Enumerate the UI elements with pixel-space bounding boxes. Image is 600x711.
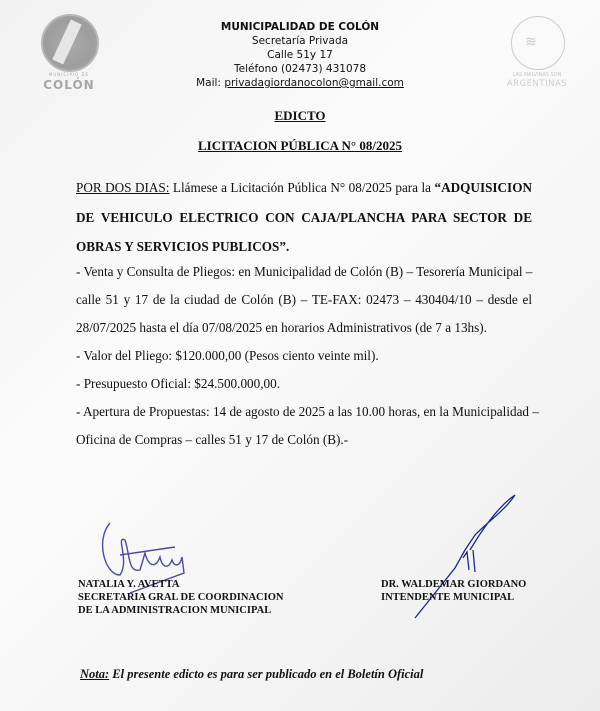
- mail-link[interactable]: privadagiordanocolon@gmail.com: [224, 77, 404, 89]
- venta-line-2: calle 51 y 17 de la ciudad de Colón (B) – TE-FAX: 02473 – 430404/10 – desde el: [76, 292, 532, 307]
- nota-text: El presente edicto es para ser publicado en el Boletín Oficial: [109, 667, 424, 681]
- apertura-line-2: Oficina de Compras – calles 51 y 17 de Colón (B).-: [76, 432, 349, 447]
- signer-left-role-2: DE LA ADMINISTRACION MUNICIPAL: [78, 605, 272, 616]
- presupuesto-oficial: - Presupuesto Oficial: $24.500.000,00.: [76, 376, 281, 391]
- islands-icon: ≋: [525, 34, 537, 50]
- intro-line-3: OBRAS Y SERVICIOS PUBLICOS”.: [76, 239, 290, 254]
- intro-lead: POR DOS DIAS:: [76, 180, 170, 195]
- intro-line-2: DE VEHICULO ELECTRICO CON CAJA/PLANCHA PARA SECTOR DE: [76, 210, 532, 225]
- phone: Teléfono (02473) 431078: [233, 63, 367, 75]
- nota-label: Nota:: [80, 667, 110, 681]
- signer-left-name: NATALIA Y. AVETTA: [78, 579, 180, 590]
- signer-right-name: DR. WALDEMAR GIORDANO: [381, 579, 527, 590]
- address: Calle 51y 17: [267, 49, 333, 61]
- intro-line-1: POR DOS DIAS: Llámese a Licitación Pública N° 08/2025 para la “ADQUISICION: [76, 180, 532, 195]
- venta-line-3: 28/07/2025 hasta el día 07/08/2025 en horarios Administrativos (de 7 a 13hs).: [76, 320, 487, 335]
- org-name: MUNICIPALIDAD DE COLÓN: [220, 21, 380, 33]
- document-subtitle: LICITACION PÚBLICA N° 08/2025: [198, 138, 402, 153]
- office: Secretaría Privada: [251, 35, 349, 47]
- signature-block-right: [381, 578, 526, 604]
- logo-left-big-text: COLÓN: [43, 78, 95, 92]
- logo-right-small-text: LAS MALVINAS SON: [512, 72, 562, 78]
- venta-line-1: - Venta y Consulta de Pliegos: en Municipalidad de Colón (B) – Tesorería Municipal –: [76, 264, 533, 279]
- mail-line: Mail: privadagiordanocolon@gmail.com: [196, 77, 404, 89]
- apertura-line-1: - Apertura de Propuestas: 14 de agosto de 2025 a las 10.00 horas, en la Municipalidad –: [76, 404, 539, 419]
- valor-pliego: - Valor del Pliego: $120.000,00 (Pesos ciento veinte mil).: [76, 348, 379, 363]
- document-title: EDICTO: [274, 108, 326, 123]
- signer-left-role-1: SECRETARIA GRAL DE COORDINACION: [78, 592, 284, 603]
- logo-right-big-text: ARGENTINAS: [506, 79, 568, 89]
- logo-left-small-text: MUNICIPIO DE: [48, 72, 90, 77]
- signature-block-left: [78, 578, 283, 617]
- signer-right-role: INTENDENTE MUNICIPAL: [381, 592, 515, 603]
- nota-line: [80, 667, 423, 682]
- letterhead: [0, 20, 600, 90]
